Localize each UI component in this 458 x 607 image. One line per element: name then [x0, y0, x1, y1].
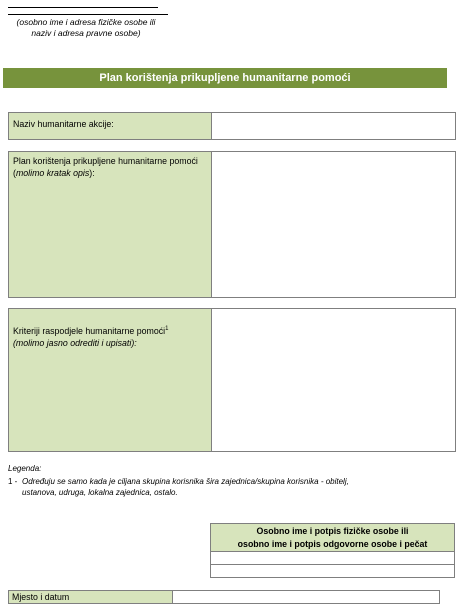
kriteriji-label-italic: (molimo jasno odrediti i upisati): — [13, 337, 137, 348]
plan-label: Plan korištenja prikupljene humanitarne pomoći ( — [13, 156, 198, 178]
legend-title: Legenda: — [8, 464, 42, 473]
kriteriji-footnote-mark: 1 — [165, 326, 169, 332]
sender-line-1 — [8, 7, 158, 8]
place-date-box — [8, 590, 440, 604]
naziv-field-box — [8, 112, 456, 140]
plan-field-box — [8, 151, 456, 298]
signature-sign-field[interactable] — [211, 565, 454, 577]
signature-name-field[interactable] — [211, 552, 454, 565]
caption-line-2: naziv i adresa pravne osobe) — [31, 28, 141, 38]
kriteriji-input[interactable] — [212, 309, 455, 451]
naziv-input[interactable] — [212, 113, 455, 139]
legend-item — [8, 476, 349, 498]
kriteriji-label-cell — [9, 309, 212, 451]
caption-line-1: (osobno ime i adresa fizičke osobe ili — [16, 17, 156, 27]
plan-label-italic: molimo kratak opis — [15, 168, 90, 178]
signature-header-line-1: Osobno ime i potpis fizičke osobe ili — [256, 526, 409, 536]
naziv-label-cell — [9, 113, 212, 139]
legend-number: 1 - — [8, 477, 18, 486]
page-title: Plan korištenja prikupljene humanitarne pomoći — [3, 68, 447, 88]
legend-text-1: Određuju se samo kada je ciljana skupina korisnika šira zajednica/skupina korisnika - obitelj, — [22, 477, 349, 486]
plan-label-end: ): — [89, 168, 95, 178]
signature-header — [211, 524, 454, 552]
legend — [8, 463, 349, 498]
sender-line-2 — [8, 14, 168, 15]
plan-input[interactable] — [212, 152, 455, 297]
signature-header-line-2: osobno ime i potpis odgovorne osobe i pečat — [237, 539, 428, 549]
legend-text-2: ustanova, udruga, lokalna zajednica, ostalo. — [22, 488, 178, 497]
place-date-label: Mjesto i datum — [9, 591, 173, 603]
plan-label-cell — [9, 152, 212, 297]
signature-table — [210, 523, 455, 578]
kriteriji-label: Kriteriji raspodjele humanitarne pomoći — [13, 325, 166, 336]
place-date-input[interactable] — [173, 591, 439, 603]
kriteriji-field-box — [8, 308, 456, 452]
sender-caption — [8, 17, 164, 39]
naziv-label: Naziv humanitarne akcije: — [13, 119, 114, 129]
